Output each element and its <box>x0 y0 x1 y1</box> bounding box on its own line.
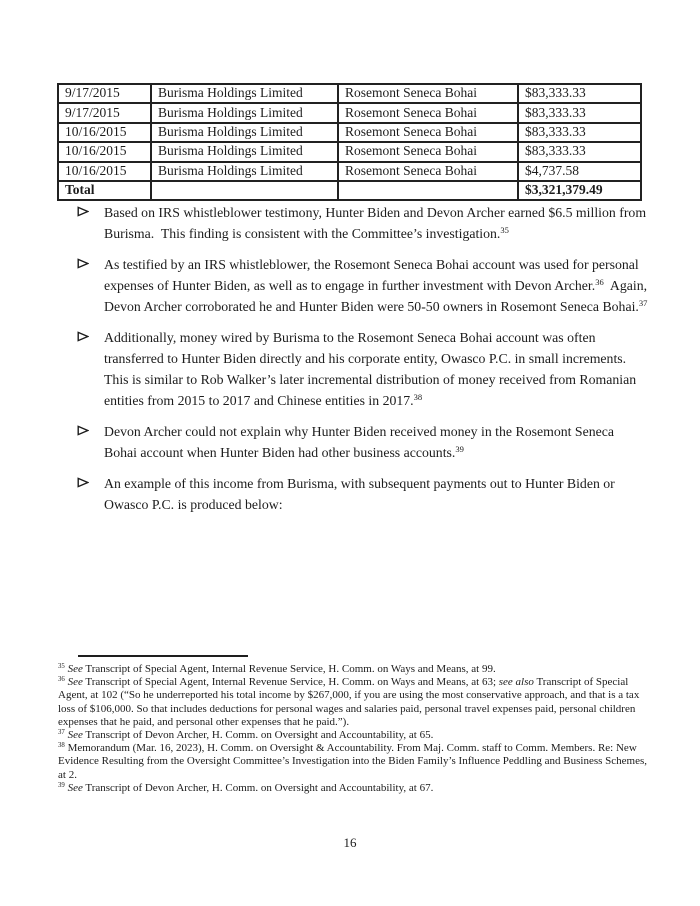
table-cell-date: 10/16/2015 <box>58 123 151 142</box>
table-row <box>58 123 641 142</box>
bullet-item <box>57 202 648 244</box>
footnote: $^{36}$ See Transcript of Special Agent, Internal Revenue Service, H. Comm. on Ways and Means, at 63; see also Transcript of Special Agent, at 102 (“So he underreported his total income by $267,000, if you are using the most conservative approach, and that is a tax loss of $106,000. So that includes deductions for personal wages and salaries paid, personal travel expenses paid, personal children expenses that he paid, and personal other expenses that he paid.”). <box>58 676 640 728</box>
table-cell-amount: $83,333.33 <box>518 103 641 122</box>
footnote-separator-line <box>78 655 248 657</box>
arrow-bullet-icon <box>77 331 89 342</box>
footnote: $^{38}$ Memorandum (Mar. 16, 2023), H. Comm. on Oversight & Accountability. From Maj. Comm. staff to Comm. Members. Re: New Evidence Resulting from the Oversight Committee’s Investigation into the Biden Family’s Influence Peddling and Business Schemes, at 2. <box>58 742 648 781</box>
bullet-item <box>57 421 648 463</box>
table-cell-payee: Rosemont Seneca Bohai <box>338 103 518 122</box>
table-cell-payer: Burisma Holdings Limited <box>151 142 338 161</box>
bullet-text: Additionally, money wired by Burisma to the Rosemont Seneca Bohai account was often transferred to Hunter Biden directly and his corporate entity, Owasco P.C. in small increments. This is similar to Rob Walker’s later incremental distribution of money received from Romanian entities from 2015 to 2017 and Chinese entities in 2017.38 <box>104 330 637 408</box>
table-cell-empty <box>338 181 518 200</box>
arrow-bullet-icon <box>77 477 89 488</box>
footnote: $^{37}$ See Transcript of Devon Archer, H. Comm. on Oversight and Accountability, at 65. <box>58 729 434 742</box>
table-cell-payee: Rosemont Seneca Bohai <box>338 142 518 161</box>
table-cell-payer: Burisma Holdings Limited <box>151 103 338 122</box>
bullet-text: As testified by an IRS whistleblower, the Rosemont Seneca Bohai account was used for personal expenses of Hunter Biden, as well as to engage in further investment with Devon Archer.$^{36}$ Again, Devon Archer corroborated he and Hunter Biden were 50-50 owners in Rosemont Seneca Bohai.$^{37}$ <box>104 257 648 314</box>
table-cell-date: 10/16/2015 <box>58 162 151 181</box>
footnote: $^{35}$ See Transcript of Special Agent, Internal Revenue Service, H. Comm. on Ways and Means, at 99. <box>58 663 496 675</box>
table-row <box>58 84 641 103</box>
table-cell-payee: Rosemont Seneca Bohai <box>338 162 518 181</box>
bullet-item <box>57 254 648 317</box>
table-cell-amount: $4,737.58 <box>518 162 641 181</box>
footnotes-section <box>58 655 649 795</box>
table-cell-amount: $83,333.33 <box>518 84 641 103</box>
bullet-item <box>57 327 648 411</box>
page-number: 16 <box>343 835 357 850</box>
bullet-text: An example of this income from Burisma, with subsequent payments out to Hunter Biden or Owasco P.C. is produced below: <box>104 476 615 512</box>
table-cell-date: 9/17/2015 <box>58 84 151 103</box>
arrow-bullet-icon <box>77 206 89 217</box>
table-cell-empty <box>151 181 338 200</box>
table-row <box>58 142 641 161</box>
bullet-text: Based on IRS whistleblower testimony, Hunter Biden and Devon Archer earned $6.5 million from Burisma. This finding is consistent with the Committee’s investigation.$^{35}$ <box>104 205 647 241</box>
total-amount-cell: $3,321,379.49 <box>518 181 641 200</box>
payments-table <box>57 83 642 201</box>
footnote: $^{39}$ See Transcript of Devon Archer, H. Comm. on Oversight and Accountability, at 67. <box>58 781 434 794</box>
table-cell-payee: Rosemont Seneca Bohai <box>338 123 518 142</box>
table-row <box>58 162 641 181</box>
table-cell-payer: Burisma Holdings Limited <box>151 84 338 103</box>
table-cell-payee: Rosemont Seneca Bohai <box>338 84 518 103</box>
table-cell-date: 10/16/2015 <box>58 142 151 161</box>
table-cell-payer: Burisma Holdings Limited <box>151 123 338 142</box>
table-row <box>58 103 641 122</box>
table-cell-amount: $83,333.33 <box>518 123 641 142</box>
payments-table-body <box>58 84 641 200</box>
table-cell-amount: $83,333.33 <box>518 142 641 161</box>
table-total-row <box>58 181 641 200</box>
footnote-list <box>58 663 649 795</box>
bullet-text: Devon Archer could not explain why Hunter Biden received money in the Rosemont Seneca Bohai account when Hunter Biden had other business accounts.$^{39}$ <box>104 424 614 460</box>
arrow-bullet-icon <box>77 258 89 269</box>
arrow-bullet-icon <box>77 425 89 436</box>
table-cell-payer: Burisma Holdings Limited <box>151 162 338 181</box>
bullet-list <box>57 202 648 525</box>
bullet-item <box>57 473 648 515</box>
table-cell-date: 9/17/2015 <box>58 103 151 122</box>
total-label-cell: Total <box>58 181 151 200</box>
